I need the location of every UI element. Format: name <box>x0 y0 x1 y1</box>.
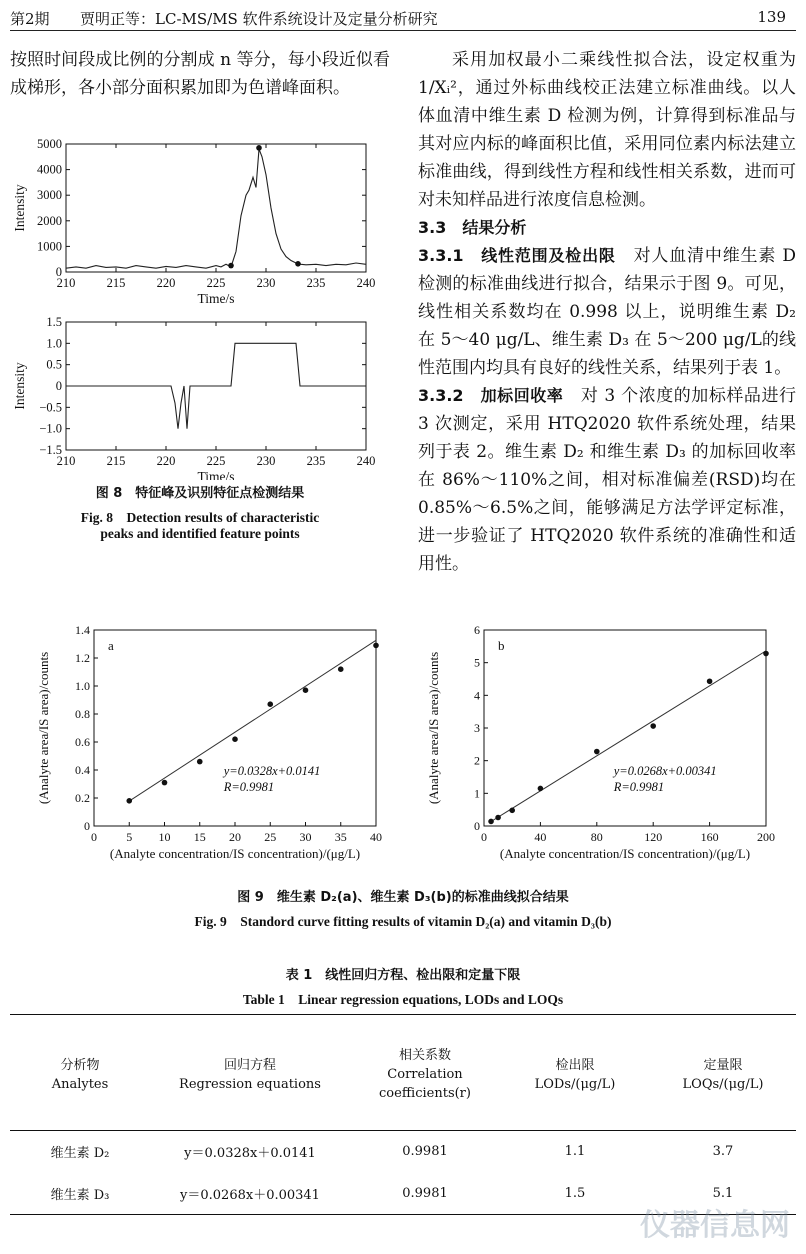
figure-8 <box>10 130 390 480</box>
watermark-logo: 仪器信息网 <box>640 1208 790 1243</box>
running-header <box>10 4 796 30</box>
x-tick-label: 215 <box>106 276 126 290</box>
y-tick-label: 2 <box>474 753 480 768</box>
y-tick-label: −1.5 <box>39 443 62 457</box>
data-point <box>650 723 656 729</box>
y-tick-label: 2000 <box>37 213 62 228</box>
plot-frame <box>66 144 366 272</box>
y-tick-label: 0.8 <box>75 707 90 721</box>
fig9-caption-en: Fig. 9 Standord curve fitting results of vitamin D₂(a) and vitamin D₃(b) <box>194 914 612 929</box>
y-tick-label: 0.4 <box>75 763 90 777</box>
heading-3-3-2: 3.3.2 加标回收率 <box>418 386 564 405</box>
fig8-bottom-plot <box>12 315 375 480</box>
data-point <box>594 749 600 755</box>
paragraph-3-3-2: 对 3 个浓度的加标样品进行 3 次测定，采用 HTQ2020 软件系统处理，结果列于表 2。维生素 D₂ 和维生素 D₃ 的加标回收率在 86%～110%之间，相对标准偏差(RSD)均在 0.85%～6.5%之间，能够满足方法学评定标准，进一步验证了 HTQ2020 软件系统的准确性和适用性。 <box>418 386 797 574</box>
table1-header-loq: 定量限 LOQs/(μg/L) <box>682 1057 764 1092</box>
x-tick-label: 160 <box>700 830 719 844</box>
fig8-caption-zh: 图 8 特征峰及识别特征点检测结果 <box>95 486 305 501</box>
data-point <box>373 643 379 649</box>
heading-3-3-1: 3.3.1 线性范围及检出限 <box>418 246 616 265</box>
panel-label: b <box>498 638 505 653</box>
paragraph-fitting: 采用加权最小二乘线性拟合法，设定权重为 1/Xᵢ²，通过外标曲线校正法建立标准曲线。以人体血清中维生素 D 检测为例，计算得到标准品与其对应内标的峰面积比值，采用同位素内标法建立标准曲线，得到线性方程和线性相关系数，进而可对未知样品进行浓度信息检测。 <box>418 50 796 210</box>
feature-point <box>256 145 262 151</box>
table-cell: 5.1 <box>712 1185 734 1201</box>
feature-point <box>295 261 301 267</box>
x-tick-label: 240 <box>356 454 376 468</box>
issue-number: 第2期 <box>10 10 50 28</box>
x-tick-label: 0 <box>91 830 97 844</box>
fit-equation: y=0.0328x+0.0141 <box>223 764 321 779</box>
x-tick-label: 240 <box>356 276 376 290</box>
x-tick-label: 5 <box>126 830 133 844</box>
x-tick-label: 30 <box>299 830 312 844</box>
y-tick-label: 0.5 <box>46 357 62 372</box>
fig8-top-plot <box>12 137 375 306</box>
x-tick-label: 210 <box>56 276 76 290</box>
x-tick-label: 15 <box>193 830 206 844</box>
table-cell: 1.5 <box>564 1185 586 1201</box>
x-tick-label: 230 <box>256 276 276 290</box>
y-axis-label: Intensity <box>12 184 27 232</box>
series-line <box>66 149 366 268</box>
fig8-caption-en-1: Fig. 8 Detection results of characteristic <box>80 510 320 525</box>
series-line <box>66 343 366 428</box>
figure-9a <box>30 614 400 874</box>
data-point <box>707 678 713 684</box>
data-point <box>763 651 769 657</box>
header-rule <box>10 30 796 31</box>
y-tick-label: 5 <box>474 655 480 670</box>
y-tick-label: −1.0 <box>39 421 62 436</box>
paragraph-3-3-1: 对人血清中维生素 D 检测的标准曲线进行拟合，结果示于图 9。可见，线性相关系数均在 0.998 以上，说明维生素 D₂ 在 5～40 μg/L、维生素 D₃ 在 5～200 μg/L的线性范围内均具有良好的线性关系，结果列于表 1。 <box>418 246 797 378</box>
fit-r-value: R=0.9981 <box>613 780 665 795</box>
x-tick-label: 40 <box>370 830 382 844</box>
y-axis-label: Intensity <box>12 362 27 410</box>
x-tick-label: 0 <box>481 830 487 844</box>
data-point <box>338 666 344 672</box>
x-axis-label: Time/s <box>197 291 235 306</box>
data-point <box>509 808 515 814</box>
y-tick-label: 1.4 <box>75 623 90 637</box>
y-tick-label: 5000 <box>37 137 62 151</box>
x-tick-label: 20 <box>229 830 241 844</box>
y-tick-label: −0.5 <box>39 400 62 415</box>
table1-title-en: Table 1 Linear regression equations, LODs and LOQs <box>242 992 564 1007</box>
fig8-caption-en-2: peaks and identified feature points <box>100 526 300 541</box>
x-tick-label: 80 <box>590 830 603 844</box>
table-cell: 1.1 <box>564 1144 586 1160</box>
data-point <box>162 780 168 786</box>
table-cell: 0.9981 <box>402 1185 448 1201</box>
figure-9b <box>420 614 790 874</box>
table1-header-row <box>10 1015 796 1131</box>
x-tick-label: 10 <box>158 830 171 844</box>
y-axis-label: (Analyte area/IS area)/counts <box>426 651 441 805</box>
x-tick-label: 220 <box>156 454 176 468</box>
x-tick-label: 120 <box>644 830 663 844</box>
y-tick-label: 1.0 <box>46 336 62 351</box>
table1-header-r: 相关系数 Correlation coefficients(r) <box>379 1048 471 1101</box>
y-tick-label: 1.5 <box>46 315 62 329</box>
y-tick-label: 3000 <box>37 188 62 203</box>
data-point <box>538 786 544 792</box>
y-tick-label: 0 <box>55 265 62 279</box>
table-cell: y＝0.0328x＋0.0141 <box>184 1146 316 1162</box>
x-tick-label: 40 <box>534 830 547 844</box>
x-tick-label: 35 <box>334 830 347 844</box>
y-tick-label: 1000 <box>37 239 62 254</box>
table1-header-lod: 检出限 LODs/(μg/L) <box>534 1057 616 1092</box>
x-tick-label: 200 <box>757 830 775 844</box>
y-tick-label: 0 <box>84 819 90 833</box>
x-tick-label: 230 <box>256 454 276 468</box>
x-axis-label: Time/s <box>197 469 235 480</box>
fig9-caption-zh: 图 9 维生素 D₂(a)、维生素 D₃(b)的标准曲线拟合结果 <box>237 890 569 905</box>
y-tick-label: 0 <box>55 379 62 393</box>
plot-frame <box>484 630 766 826</box>
x-tick-label: 225 <box>206 276 226 290</box>
y-tick-label: 0.2 <box>75 791 90 805</box>
right-column-text <box>418 46 796 578</box>
fig9b-plot <box>426 623 775 861</box>
y-tick-label: 0.6 <box>75 735 90 749</box>
table-cell: 3.7 <box>712 1144 734 1160</box>
y-tick-label: 1.0 <box>75 679 90 693</box>
data-point <box>267 701 273 707</box>
running-title: 贾明正等：LC-MS/MS 软件系统设计及定量分析研究 <box>80 10 438 28</box>
fit-r-value: R=0.9981 <box>223 780 275 795</box>
x-axis-label: (Analyte concentration/IS concentration)/(μg/L) <box>109 846 361 861</box>
data-point <box>232 736 238 742</box>
feature-point <box>228 263 234 269</box>
fig9a-plot <box>36 623 382 861</box>
left-column-text <box>10 46 390 102</box>
y-axis-label: (Analyte area/IS area)/counts <box>36 651 51 805</box>
table-cell: 维生素 D₂ <box>50 1146 110 1162</box>
panel-label: a <box>108 638 114 653</box>
data-point <box>126 798 132 804</box>
x-tick-label: 25 <box>264 830 277 844</box>
data-point <box>303 687 309 693</box>
data-point <box>488 819 494 825</box>
heading-3-3: 3.3 结果分析 <box>418 218 527 237</box>
y-tick-label: 1 <box>474 786 480 801</box>
table1-header-analyte: 分析物 Analytes <box>51 1057 109 1092</box>
x-tick-label: 215 <box>106 454 126 468</box>
table1-header-equation: 回归方程 Regression equations <box>179 1057 321 1092</box>
fit-equation: y=0.0268x+0.00341 <box>613 764 717 779</box>
table-row <box>10 1131 796 1173</box>
x-axis-label: (Analyte concentration/IS concentration)/(μg/L) <box>499 846 751 861</box>
x-tick-label: 210 <box>56 454 76 468</box>
x-tick-label: 235 <box>306 454 326 468</box>
x-tick-label: 235 <box>306 276 326 290</box>
table-cell: 维生素 D₃ <box>50 1187 110 1203</box>
x-tick-label: 225 <box>206 454 226 468</box>
table-cell: 0.9981 <box>402 1144 448 1160</box>
y-tick-label: 4000 <box>37 162 62 177</box>
y-tick-label: 0 <box>474 819 480 833</box>
y-tick-label: 1.2 <box>75 651 90 665</box>
table-cell: y＝0.0268x＋0.00341 <box>180 1187 320 1203</box>
y-tick-label: 3 <box>474 721 480 735</box>
page-number: 139 <box>757 8 786 26</box>
table1-title-zh: 表 1 线性回归方程、检出限和定量下限 <box>285 968 521 983</box>
y-tick-label: 6 <box>474 623 480 637</box>
table1 <box>10 1014 796 1215</box>
y-tick-label: 4 <box>474 688 480 703</box>
x-tick-label: 220 <box>156 276 176 290</box>
body-paragraph: 按照时间段成比例的分割成 n 等分，每小段近似看成梯形，各小部分面积累加即为色谱峰面积。 <box>10 50 390 98</box>
fit-line <box>491 651 766 822</box>
data-point <box>495 815 501 821</box>
data-point <box>197 759 203 765</box>
